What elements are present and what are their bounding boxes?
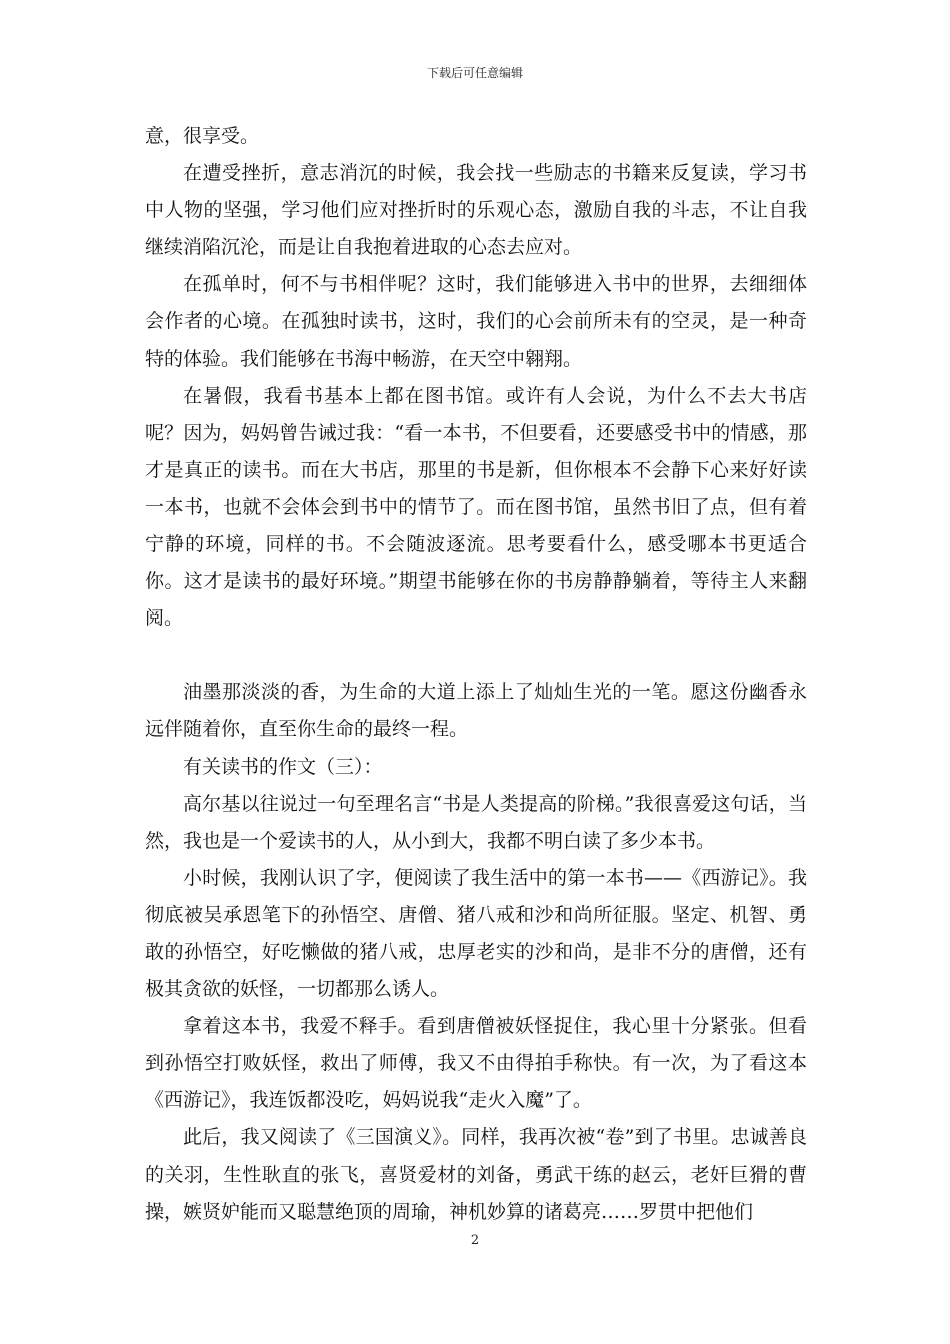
paragraph: 拿着这本书，我爱不释手。看到唐僧被妖怪捉住，我心里十分紧张。但看到孙悟空打败妖怪，救出了师傅，我又不由得拍手称快。有一次，为了看这本《西游记》，我连饭都没吃，妈妈说我“走火入魔”了。 <box>145 1015 807 1112</box>
paragraph: 小时候，我刚认识了字，便阅读了我生活中的第一本书——《西游记》。我彻底被吴承恩笔下的孙悟空、唐僧、猪八戒和沙和尚所征服。坚定、机智、勇敢的孙悟空，好吃懒做的猪八戒，忠厚老实的沙和尚，是非不分的唐僧，还有极其贪欲的妖怪，一切都那么诱人。 <box>145 866 807 1001</box>
paragraph-continuation: 意，很享受。 <box>145 125 260 147</box>
paragraph: 高尔基以往说过一句至理名言“书是人类提高的阶梯。”我很喜爱这句话，当然，我也是一个爱读书的人，从小到大，我都不明白读了多少本书。 <box>145 792 807 852</box>
paragraph: 在孤单时，何不与书相伴呢？这时，我们能够进入书中的世界，去细细体会作者的心境。在孤独时读书，这时，我们的心会前所未有的空灵，是一种奇特的体验。我们能够在书海中畅游，在天空中翱翔。 <box>145 273 807 370</box>
paragraph-spacer <box>145 637 807 674</box>
paragraph: 在暑假，我看书基本上都在图书馆。或许有人会说，为什么不去大书店呢？因为，妈妈曾告诫过我：“看一本书，不但要看，还要感受书中的情感，那才是真正的读书。而在大书店，那里的书是新，但你根本不会静下心来好好读一本书，也就不会体会到书中的情节了。而在图书馆，虽然书旧了点，但有着宁静的环境，同样的书。不会随波逐流。思考要看什么，感受哪本书更适合你。这才是读书的最好环境。”期望书能够在你的书房静静躺着，等待主人来翻阅。 <box>145 384 807 630</box>
paragraph: 在遭受挫折，意志消沉的时候，我会找一些励志的书籍来反复读，学习书中人物的坚强，学习他们应对挫折时的乐观心态，激励自我的斗志，不让自我继续消陷沉沦，而是让自我抱着进取的心态去应对。 <box>145 162 807 259</box>
page-number: 2 <box>470 1233 480 1248</box>
document-body <box>145 118 807 1231</box>
paragraph: 此后，我又阅读了《三国演义》。同样，我再次被“卷”到了书里。忠诚善良的关羽，生性耿直的张飞，喜贤爱材的刘备，勇武干练的赵云，老奸巨猾的曹操，嫉贤妒能而又聪慧绝顶的周瑜，神机妙算的诸葛亮……罗贯中把他们 <box>145 1126 807 1223</box>
section-heading: 有关读书的作文（三）： <box>183 755 383 778</box>
paragraph: 油墨那淡淡的香，为生命的大道上添上了灿灿生光的一笔。愿这份幽香永远伴随着你，直至你生命的最终一程。 <box>145 681 807 741</box>
page-header: 下载后可任意编辑 <box>426 66 523 80</box>
